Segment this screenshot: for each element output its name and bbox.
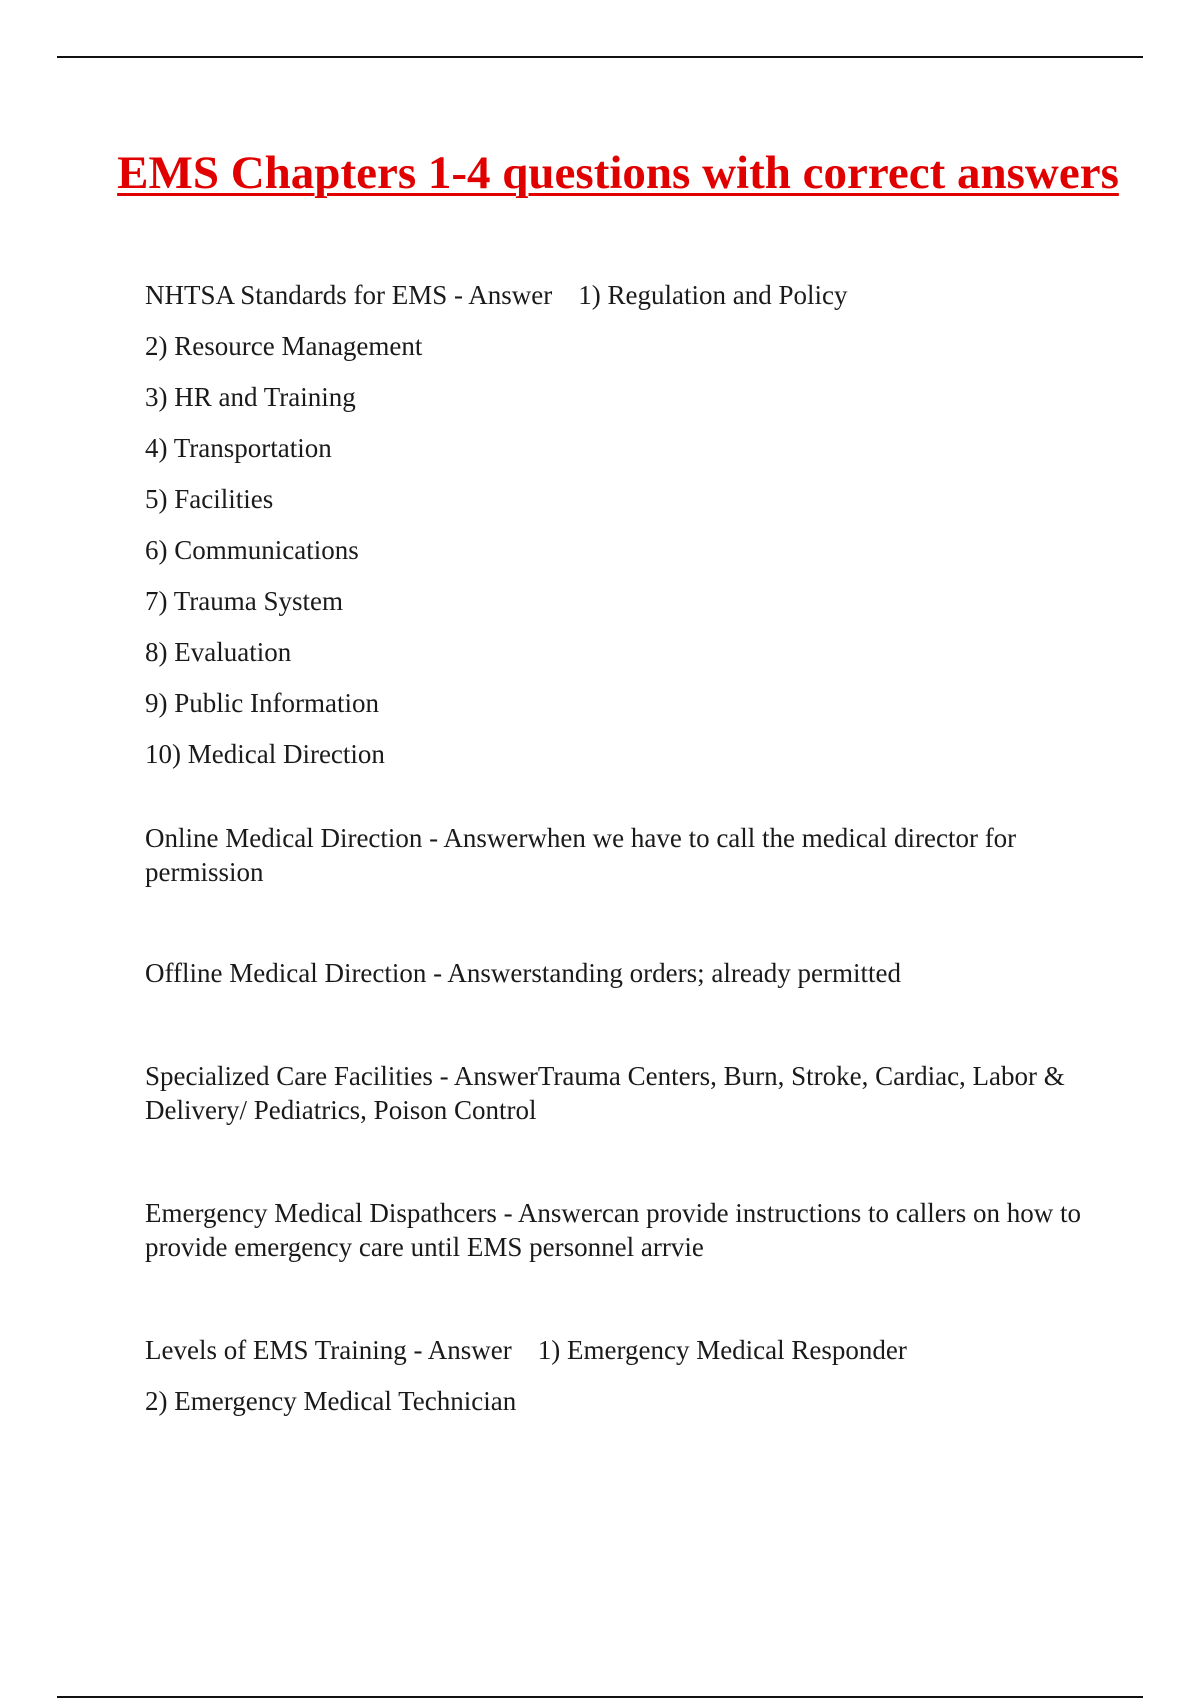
list-item: 3) HR and Training bbox=[145, 382, 356, 412]
qa-term: Online Medical Direction - Answer bbox=[145, 823, 528, 853]
list-item: 6) Communications bbox=[145, 535, 359, 565]
qa-entry-levels-of-ems-training bbox=[145, 1333, 1105, 1367]
qa-content bbox=[145, 278, 1105, 1435]
qa-answer: standing orders; already permitted bbox=[531, 958, 902, 988]
qa-answer: 1) Regulation and Policy bbox=[578, 280, 848, 310]
qa-answer: can provide instructions to callers on how to provide emergency care until EMS personnel arrvie bbox=[145, 1198, 1082, 1262]
qa-term: Offline Medical Direction - Answer bbox=[145, 958, 532, 988]
list-item: 7) Trauma System bbox=[145, 586, 344, 616]
bottom-rule bbox=[57, 1696, 1143, 1698]
qa-answer: Trauma Centers, Burn, Stroke, Cardiac, Labor & Delivery/ Pediatrics, Poison Control bbox=[145, 1061, 1065, 1125]
document-title: EMS Chapters 1-4 questions with correct answers bbox=[117, 147, 1119, 199]
list-item: 8) Evaluation bbox=[145, 637, 292, 667]
qa-entry-specialized-care-facilities bbox=[145, 1059, 1105, 1127]
qa-entry-offline-medical-direction bbox=[145, 956, 1105, 990]
qa-term: Levels of EMS Training - Answer bbox=[145, 1335, 512, 1365]
qa-answer: when we have to call the medical director for permission bbox=[145, 823, 1017, 887]
top-rule bbox=[57, 56, 1143, 58]
qa-entry-emergency-medical-dispatchers bbox=[145, 1196, 1105, 1264]
qa-term: Specialized Care Facilities - Answer bbox=[145, 1061, 538, 1091]
qa-entry-online-medical-direction bbox=[145, 821, 1105, 889]
list-item: 2) Resource Management bbox=[145, 331, 423, 361]
qa-term: NHTSA Standards for EMS - Answer bbox=[145, 280, 553, 310]
list-item: 10) Medical Direction bbox=[145, 739, 385, 769]
qa-term: Emergency Medical Dispathcers - Answer bbox=[145, 1198, 602, 1228]
list-item: 5) Facilities bbox=[145, 484, 274, 514]
qa-entry-nhtsa-standards bbox=[145, 278, 1105, 312]
list-item: 4) Transportation bbox=[145, 433, 332, 463]
list-item: 2) Emergency Medical Technician bbox=[145, 1386, 517, 1416]
qa-answer: 1) Emergency Medical Responder bbox=[537, 1335, 907, 1365]
list-item: 9) Public Information bbox=[145, 688, 379, 718]
